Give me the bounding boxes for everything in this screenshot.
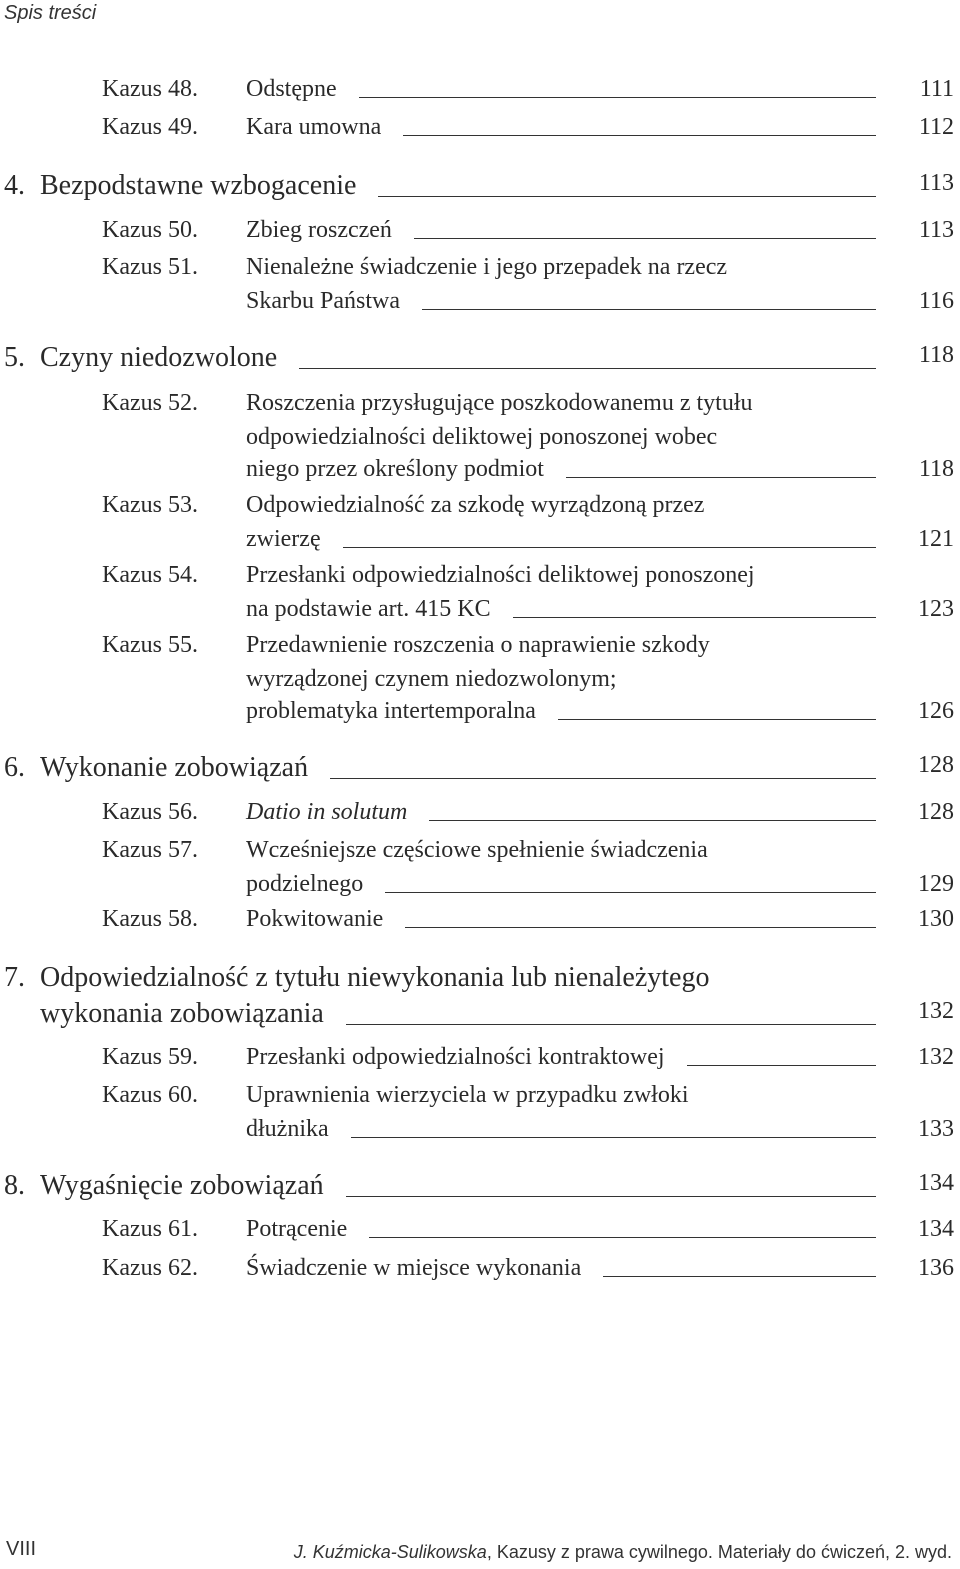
toc-kazus (0, 1082, 960, 1148)
toc-kazus (0, 837, 960, 903)
toc-kazus (0, 492, 960, 558)
toc-row (0, 114, 960, 148)
kazus-title: odpowiedzialności deliktowej ponoszonej wobec (246, 424, 718, 450)
page-ref: 116 (918, 288, 954, 314)
dot-leader (343, 547, 876, 548)
page-number: VIII (6, 1538, 37, 1560)
toc-row (0, 562, 960, 596)
kazus-number: Kazus 58. (102, 906, 198, 932)
dot-leader (422, 309, 876, 310)
toc-row (0, 254, 960, 288)
running-header: Spis treści (4, 2, 97, 24)
page-ref: 128 (918, 799, 954, 825)
toc-kazus (0, 217, 960, 251)
page-ref: 118 (918, 456, 954, 482)
kazus-title: Przesłanki odpowiedzialności deliktowej ponoszonej (246, 562, 755, 588)
toc-kazus (0, 390, 960, 488)
toc-row (0, 424, 960, 456)
section-number: 8. (4, 1170, 25, 1201)
dot-leader (346, 1024, 876, 1025)
kazus-title: Wcześniejsze częściowe spełnienie świadczenia (246, 837, 708, 863)
toc-row (0, 390, 960, 424)
dot-leader (558, 719, 876, 720)
kazus-title: niego przez określony podmiot (246, 456, 544, 482)
kazus-title: na podstawie art. 415 KC (246, 596, 491, 622)
toc-row (0, 1116, 960, 1148)
kazus-title: dłużnika (246, 1116, 329, 1142)
dot-leader (414, 238, 876, 239)
toc-row (0, 1170, 960, 1206)
page-ref: 132 (918, 998, 954, 1024)
toc-section (0, 1170, 960, 1206)
dot-leader (566, 477, 876, 478)
toc-row (0, 962, 960, 998)
kazus-title: Pokwitowanie (246, 906, 384, 932)
page-ref: 111 (919, 76, 954, 102)
section-number: 4. (4, 170, 25, 201)
kazus-title: Odpowiedzialność za szkodę wyrządzoną przez (246, 492, 705, 518)
page-ref: 113 (918, 170, 954, 196)
kazus-title: wyrządzonej czynem niedozwolonym; (246, 666, 617, 692)
kazus-number: Kazus 53. (102, 492, 198, 518)
kazus-title: Odstępne (246, 76, 337, 102)
toc-row (0, 526, 960, 558)
toc-row (0, 906, 960, 940)
kazus-number: Kazus 51. (102, 254, 198, 280)
kazus-title: Nienależne świadczenie i jego przepadek na rzecz (246, 254, 728, 280)
dot-leader (378, 196, 876, 197)
toc-row (0, 871, 960, 903)
kazus-title: podzielnego (246, 871, 364, 897)
toc-kazus (0, 254, 960, 320)
page-ref: 132 (918, 1044, 954, 1070)
toc-kazus (0, 76, 960, 110)
toc-kazus (0, 1255, 960, 1289)
toc-row (0, 76, 960, 110)
page-ref: 112 (918, 114, 954, 140)
toc-row (0, 998, 960, 1034)
toc-row (0, 492, 960, 526)
kazus-number: Kazus 48. (102, 76, 198, 102)
kazus-title: Potrącenie (246, 1216, 348, 1242)
kazus-title: Kara umowna (246, 114, 382, 140)
section-number: 5. (4, 342, 25, 373)
toc-row (0, 342, 960, 378)
page-ref: 134 (918, 1216, 954, 1242)
kazus-title: zwierzę (246, 526, 321, 552)
kazus-title: Zbieg roszczeń (246, 217, 392, 243)
toc-section (0, 342, 960, 378)
toc-row (0, 288, 960, 320)
dot-leader (299, 368, 876, 369)
kazus-number: Kazus 57. (102, 837, 198, 863)
kazus-number: Kazus 61. (102, 1216, 198, 1242)
kazus-title: Roszczenia przysługujące poszkodowanemu z tytułu (246, 390, 753, 416)
kazus-number: Kazus 54. (102, 562, 198, 588)
toc-row (0, 456, 960, 488)
page-ref: 128 (918, 752, 954, 778)
section-number: 7. (4, 962, 25, 993)
toc-kazus (0, 1044, 960, 1078)
page-ref: 136 (918, 1255, 954, 1281)
dot-leader (405, 927, 876, 928)
page-ref: 121 (918, 526, 954, 552)
kazus-number: Kazus 56. (102, 799, 198, 825)
page-ref: 113 (918, 217, 954, 243)
toc-row (0, 799, 960, 833)
page-ref: 123 (918, 596, 954, 622)
kazus-title: Przesłanki odpowiedzialności kontraktowej (246, 1044, 665, 1070)
section-title: wykonania zobowiązania (40, 998, 324, 1029)
section-title: Czyny niedozwolone (40, 342, 278, 373)
page-ref: 133 (918, 1116, 954, 1142)
kazus-title: Uprawnienia wierzyciela w przypadku zwłoki (246, 1082, 689, 1108)
book-title: , Kazusy z prawa cywilnego. Materiały do ćwiczeń, 2. wyd. (486, 1542, 952, 1562)
section-title: Odpowiedzialność z tytułu niewykonania lub nienależytego (40, 962, 710, 993)
toc-row (0, 752, 960, 788)
kazus-number: Kazus 49. (102, 114, 198, 140)
section-title: Bezpodstawne wzbogacenie (40, 170, 357, 201)
toc-row (0, 170, 960, 206)
toc-row (0, 666, 960, 698)
toc-row (0, 837, 960, 871)
kazus-title: problematyka intertemporalna (246, 698, 536, 724)
toc-section (0, 962, 960, 1034)
kazus-title: Datio in solutum (246, 799, 408, 825)
toc-row (0, 217, 960, 251)
kazus-number: Kazus 52. (102, 390, 198, 416)
toc-kazus (0, 799, 960, 833)
page-ref: 134 (918, 1170, 954, 1196)
dot-leader (429, 820, 876, 821)
toc-row (0, 1255, 960, 1289)
kazus-title: Skarbu Państwa (246, 288, 400, 314)
dot-leader (330, 778, 876, 779)
dot-leader (351, 1137, 876, 1138)
dot-leader (513, 617, 876, 618)
page-ref: 129 (918, 871, 954, 897)
section-title: Wykonanie zobowiązań (40, 752, 309, 783)
toc-kazus (0, 906, 960, 940)
kazus-number: Kazus 50. (102, 217, 198, 243)
page-ref: 130 (918, 906, 954, 932)
toc-kazus (0, 632, 960, 730)
book-author: J. Kuźmicka-Sulikowska (293, 1542, 487, 1562)
dot-leader (359, 97, 876, 98)
kazus-number: Kazus 60. (102, 1082, 198, 1108)
toc-section (0, 170, 960, 206)
toc-kazus (0, 114, 960, 148)
dot-leader (369, 1237, 876, 1238)
dot-leader (385, 892, 876, 893)
toc-row (0, 1216, 960, 1250)
kazus-number: Kazus 55. (102, 632, 198, 658)
toc-row (0, 1044, 960, 1078)
kazus-number: Kazus 59. (102, 1044, 198, 1070)
section-number: 6. (4, 752, 25, 783)
dot-leader (603, 1276, 876, 1277)
page-ref: 126 (918, 698, 954, 724)
kazus-title: Przedawnienie roszczenia o naprawienie szkody (246, 632, 710, 658)
book-reference (294, 1542, 952, 1563)
toc-kazus (0, 562, 960, 628)
toc-row (0, 632, 960, 666)
dot-leader (687, 1065, 876, 1066)
kazus-number: Kazus 62. (102, 1255, 198, 1281)
section-title: Wygaśnięcie zobowiązań (40, 1170, 324, 1201)
dot-leader (403, 135, 876, 136)
toc-row (0, 596, 960, 628)
toc-section (0, 752, 960, 788)
toc-kazus (0, 1216, 960, 1250)
toc-row (0, 1082, 960, 1116)
page-ref: 118 (918, 342, 954, 368)
kazus-title: Świadczenie w miejsce wykonania (246, 1255, 582, 1281)
dot-leader (346, 1196, 876, 1197)
toc-row (0, 698, 960, 730)
